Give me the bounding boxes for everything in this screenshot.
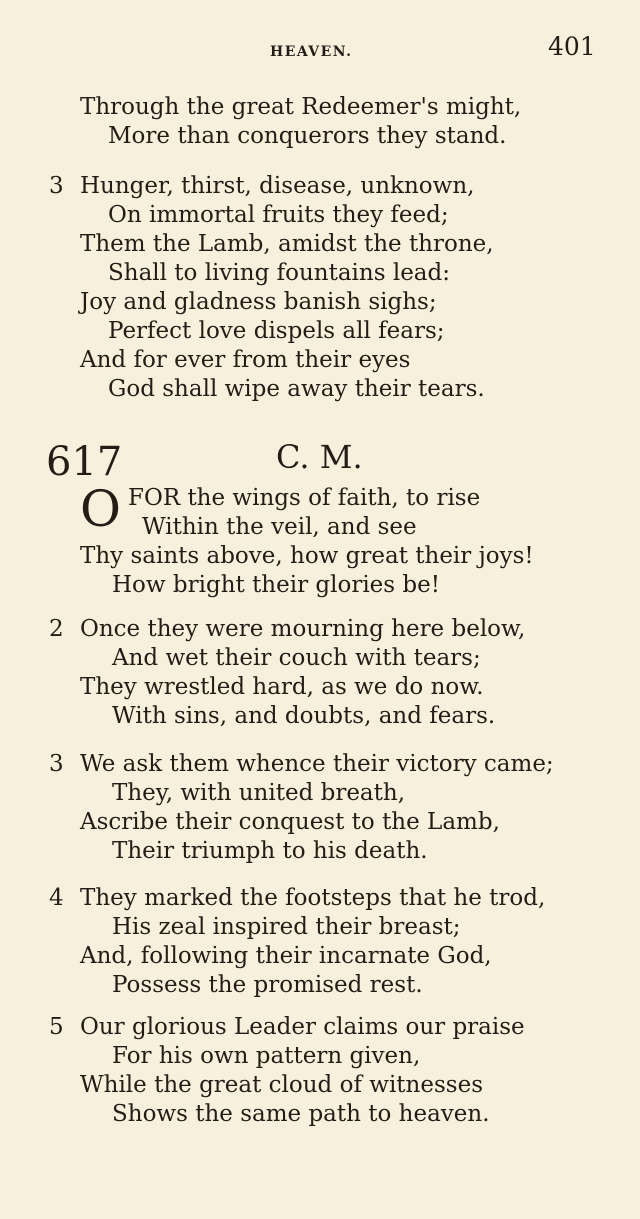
verse-line: And wet their couch with tears;: [112, 645, 481, 671]
stanza-number: 2: [49, 616, 64, 642]
verse-line: Hunger, thirst, disease, unknown,: [80, 173, 475, 199]
verse-line: Them the Lamb, amidst the throne,: [80, 231, 494, 257]
verse-line: Ascribe their conquest to the Lamb,: [80, 809, 500, 835]
verse-line: God shall wipe away their tears.: [108, 376, 485, 402]
verse-line: We ask them whence their victory came;: [80, 751, 554, 777]
verse-line: How bright their glories be!: [112, 572, 440, 598]
verse-line: His zeal inspired their breast;: [112, 914, 461, 940]
drop-cap: O: [80, 480, 121, 538]
verse-line: Joy and gladness banish sighs;: [80, 289, 437, 315]
verse-line: And, following their incarnate God,: [80, 943, 492, 969]
verse-line: Once they were mourning here below,: [80, 616, 526, 642]
verse-line: Possess the promised rest.: [112, 972, 423, 998]
stanza-number: 3: [49, 751, 64, 777]
stanza-number: 5: [49, 1014, 64, 1040]
verse-line: And for ever from their eyes: [80, 347, 411, 373]
verse-line: More than conquerors they stand.: [108, 123, 507, 149]
verse-line: While the great cloud of witnesses: [80, 1072, 483, 1098]
verse-line: Their triumph to his death.: [112, 838, 428, 864]
verse-line: Our glorious Leader claims our praise: [80, 1014, 525, 1040]
verse-line: With sins, and doubts, and fears.: [112, 703, 496, 729]
verse-line: They wrestled hard, as we do now.: [80, 674, 484, 700]
hymn-number: 617: [46, 439, 123, 485]
verse-line: Perfect love dispels all fears;: [108, 318, 445, 344]
hymn-meter: C. M.: [276, 438, 363, 476]
verse-line: They marked the footsteps that he trod,: [80, 885, 546, 911]
stanza-number: 3: [49, 173, 64, 199]
verse-line: They, with united breath,: [112, 780, 406, 806]
verse-line: FOR the wings of faith, to rise: [128, 485, 481, 511]
verse-line: Shows the same path to heaven.: [112, 1101, 490, 1127]
running-head: HEAVEN.: [270, 44, 353, 60]
verse-line: For his own pattern given,: [112, 1043, 421, 1069]
verse-line: Through the great Redeemer's might,: [80, 94, 522, 120]
verse-line: Thy saints above, how great their joys!: [80, 543, 534, 569]
verse-line: On immortal fruits they feed;: [108, 202, 449, 228]
verse-line: Within the veil, and see: [142, 514, 417, 540]
verse-line: Shall to living fountains lead:: [108, 260, 450, 286]
stanza-number: 4: [49, 885, 64, 911]
page-number: 401: [548, 32, 596, 61]
